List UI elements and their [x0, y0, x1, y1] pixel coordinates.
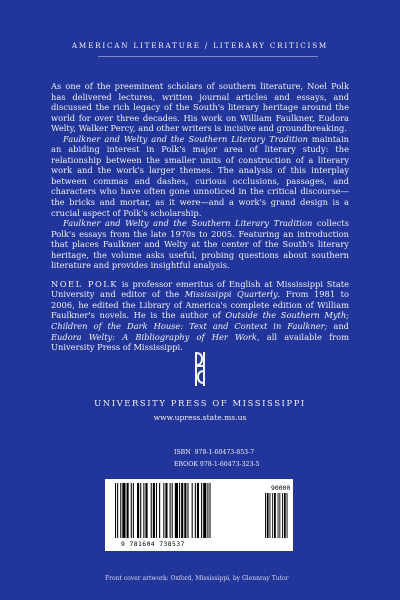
bio-text: . From 1981 to 2006, he edited the Library of America's complete edition of William Faulkner's novels. He is the author of	[51, 289, 349, 321]
category-label: AMERICAN LITERATURE / LITERARY CRITICISM	[71, 41, 329, 50]
bio-text: is professor emeritus of English at Mississippi State University and editor of the	[51, 278, 350, 300]
journal-title: Mississippi Quarterly	[184, 289, 278, 300]
barcode-digits: 9 781604 738537	[121, 540, 185, 548]
publisher-name: UNIVERSITY PRESS OF MISSISSIPPI	[94, 398, 306, 408]
isbn-value: 978-1-60473-853-7	[194, 449, 255, 456]
ebook-label: EBOOK	[174, 461, 198, 468]
author-name: NOEL POLK	[51, 278, 118, 289]
isbn-label: ISBN	[174, 449, 191, 456]
blurb-paragraph-1: As one of the preeminent scholars of southern literature, Noel Polk has delivered lectures, written journal articles and essays, and discussed the rich legacy of the South's literary heritage around the world for over three decades. His work on William Faulkner, Eudora Welty, Walker Percy, and other writers is incisive and groundbreaking.	[51, 81, 349, 134]
book-titles: Outside the Southern Myth; Children of the Dark House: Text and Context in Faulkner;	[51, 310, 349, 332]
author-bio	[51, 279, 349, 353]
ebook-value: 978-1-60473-323-5	[199, 461, 260, 468]
press-monogram-icon	[190, 349, 210, 389]
bio-text: all available from University Press of Mississippi.	[51, 331, 349, 353]
blurb-paragraph-3-text: collects Polk's essays from the late 1970s to 2005. Featuring an introduction that places Faulkner and Welty at the center of the South's literary heritage, the volume asks useful, probing questions about southern literature and provides insightful analysis.	[51, 218, 349, 271]
publisher-url: www.upress.state.ms.us	[153, 413, 247, 422]
book-title: Eudora Welty: A Bibliography of Her Work,	[51, 331, 260, 342]
cover-credit: Front cover artwork: Oxford, Mississippi, by Glennray Tutor	[105, 575, 289, 582]
barcode	[105, 479, 293, 551]
barcode-price: 90000	[271, 484, 291, 492]
blurb-paragraph-3	[51, 218, 349, 271]
bio-text: and	[327, 321, 349, 332]
blurb-paragraph-2-text: maintain an abiding interest in Polk's major area of literary study: the relationship between the smaller units of construction of a literary work and the work's larger themes. The analysis of this interplay between commas and dashes, curious occlusions, passages, and characters who have often gone unnoticed in the critical discourse—the bricks and mortar, as it were—and a work's grand design is a crucial aspect of Polk's scholarship.	[51, 133, 349, 218]
book-title: Faulkner and Welty and the Southern Literary Tradition	[63, 218, 313, 229]
ebook-line	[174, 461, 259, 469]
book-title: Faulkner and Welty and the Southern Literary Tradition	[63, 133, 308, 144]
blurb-paragraph-2	[51, 134, 349, 218]
header-divider	[98, 56, 318, 57]
isbn-line	[174, 449, 254, 457]
blurb	[51, 81, 349, 353]
